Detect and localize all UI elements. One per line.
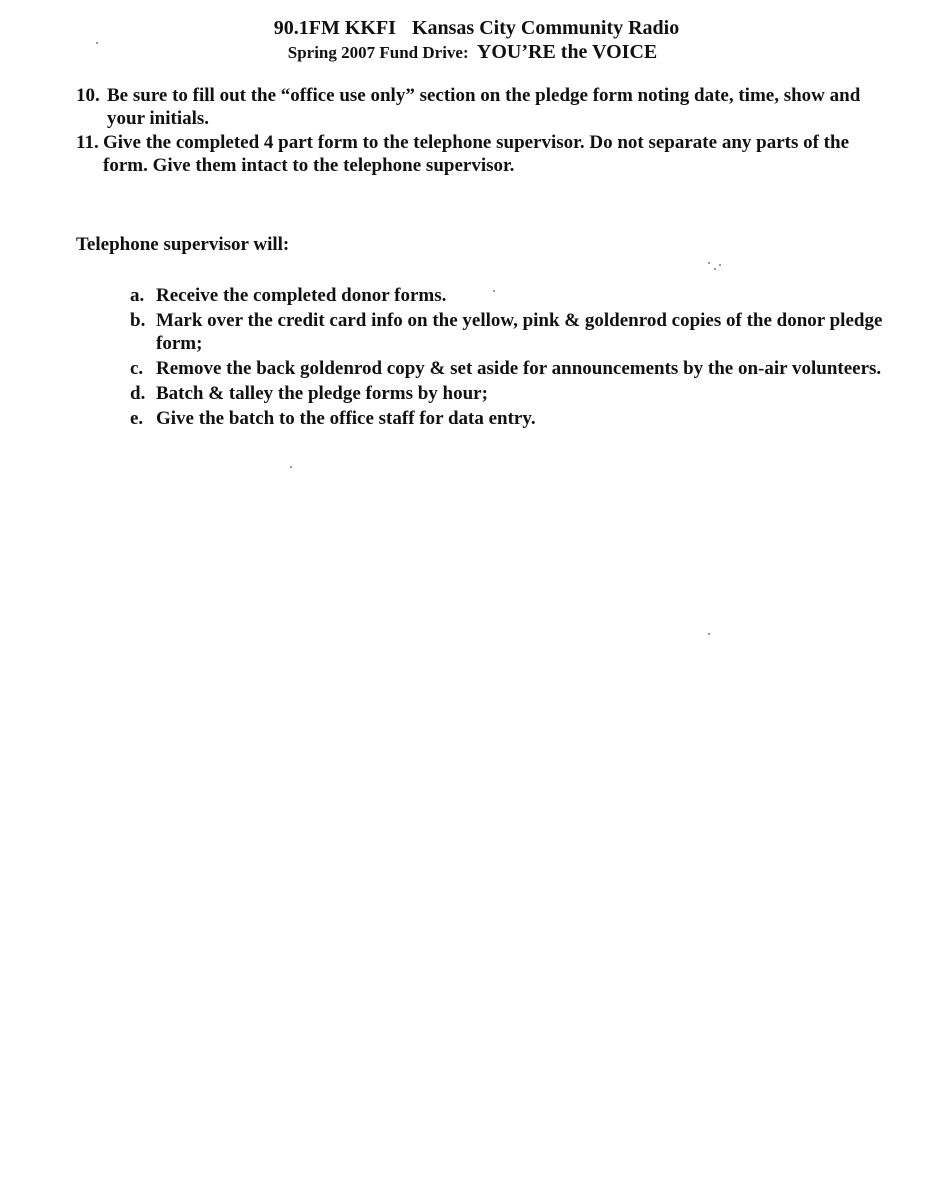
numbered-steps [76, 84, 876, 178]
task-letter: e. [130, 408, 144, 429]
header-subtitle-line [0, 40, 935, 65]
task-text: Remove the back goldenrod copy & set aside for announcements by the on-air volunteers. [156, 358, 882, 379]
task-letter: b. [130, 310, 146, 331]
scan-speck [708, 633, 710, 635]
step-item [76, 84, 876, 130]
fund-drive-slogan: YOU’RE the VOICE [476, 41, 658, 63]
step-item [76, 131, 876, 177]
scan-speck [719, 264, 721, 266]
step-text: Be sure to fill out the “office use only” section on the pledge form noting date, time, show and your initials. [107, 85, 861, 129]
task-text: Receive the completed donor forms. [156, 285, 447, 306]
task-letter: d. [130, 383, 146, 404]
station-name: Kansas City Community Radio [411, 17, 680, 39]
task-text: Mark over the credit card info on the yellow, pink & goldenrod copies of the donor pledge form; [156, 310, 883, 354]
supervisor-task-list [130, 284, 890, 432]
scan-speck [708, 262, 710, 264]
scan-speck [493, 290, 495, 292]
task-text: Give the batch to the office staff for data entry. [156, 408, 536, 429]
step-number: 11. [76, 132, 99, 153]
document-header [0, 16, 935, 65]
task-item [130, 357, 890, 380]
header-title-line [0, 16, 935, 40]
task-letter: c. [130, 358, 144, 379]
step-number: 10. [76, 85, 100, 106]
task-item [130, 309, 890, 355]
fund-drive-label: Spring 2007 Fund Drive: [287, 43, 469, 62]
scan-speck [714, 268, 716, 270]
scan-speck [290, 466, 292, 468]
task-item [130, 382, 890, 405]
task-item [130, 284, 890, 307]
station-call-sign: 90.1FM KKFI [273, 17, 396, 39]
task-text: Batch & talley the pledge forms by hour; [156, 383, 488, 404]
task-item [130, 407, 890, 430]
supervisor-heading: Telephone supervisor will: [76, 234, 290, 255]
scan-speck [96, 42, 98, 44]
step-text: Give the completed 4 part form to the telephone supervisor. Do not separate any parts of the form. Give them intact to the telephone supervisor. [103, 132, 850, 176]
task-letter: a. [130, 285, 145, 306]
